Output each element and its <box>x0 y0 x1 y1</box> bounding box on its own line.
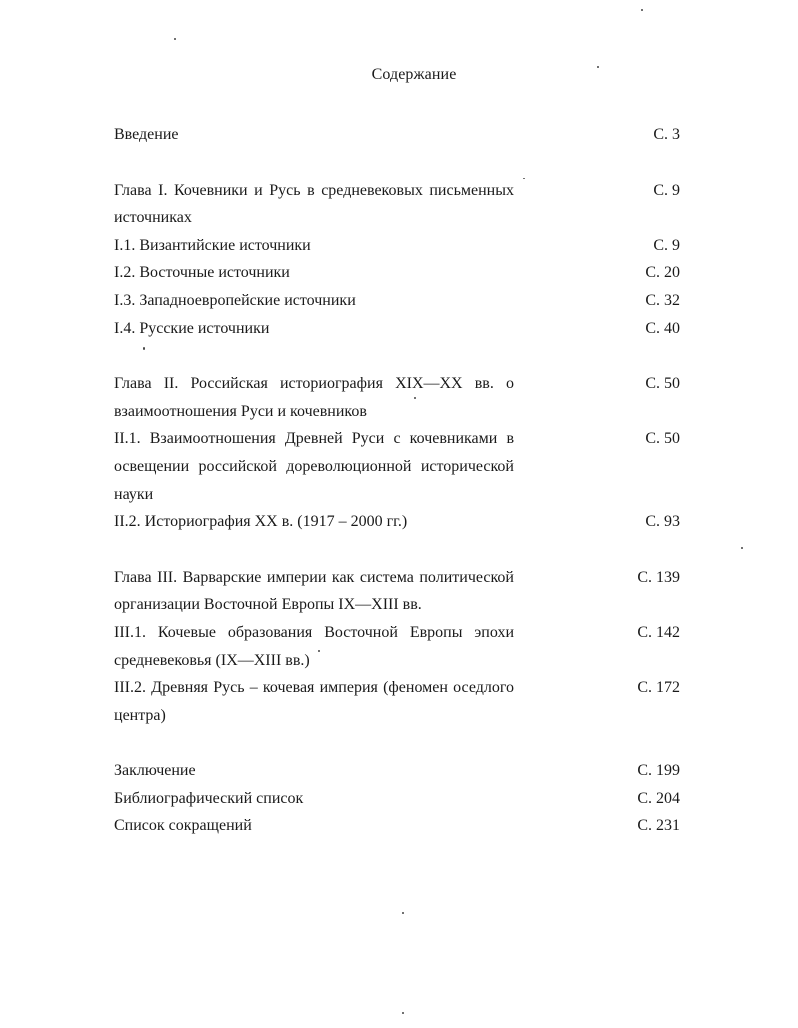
toc-entry-section-1-4 <box>114 315 680 343</box>
toc-entry-introduction <box>114 121 680 149</box>
toc-entry-page: С. 172 <box>637 679 680 697</box>
toc-entry-page: С. 93 <box>645 513 680 531</box>
toc-entry-page: С. 40 <box>645 319 680 337</box>
spacer <box>114 149 680 177</box>
toc-entry-chapter-2 <box>114 370 680 425</box>
toc-entry-section-3-2 <box>114 674 680 729</box>
scan-speck <box>414 397 416 399</box>
scan-speck <box>402 912 404 914</box>
toc-entry-text: III.1. Кочевые образования Восточной Европы эпохи средневековья (IX—XIII вв.) <box>114 623 514 669</box>
toc-entry-section-1-2 <box>114 259 680 287</box>
toc-entry-page: С. 9 <box>653 236 680 254</box>
toc-entry-page: С. 142 <box>637 623 680 641</box>
spacer <box>114 729 680 757</box>
toc-entry-section-3-1 <box>114 619 680 674</box>
scan-speck <box>318 650 320 652</box>
toc-entry-page: С. 199 <box>637 762 680 780</box>
toc-entry-bibliography <box>114 785 680 813</box>
scan-speck <box>641 9 643 11</box>
toc-entry-text: III.2. Древняя Русь – кочевая империя (феномен оседлого центра) <box>114 679 514 724</box>
toc-entry-page: С. 32 <box>645 291 680 309</box>
toc-entry-section-2-1 <box>114 425 680 508</box>
toc-entry-page: С. 231 <box>637 817 680 835</box>
toc-entry-text: Библиографический список <box>114 789 304 807</box>
toc-entry-text: II.1. Взаимоотношения Древней Руси с кочевниками в освещении российской дореволюционной исторической науки <box>114 430 514 503</box>
toc-entry-page: С. 9 <box>653 181 680 199</box>
toc-entry-abbreviations <box>114 812 680 840</box>
page-title: Содержание <box>371 66 457 83</box>
toc-entry-text: Глава I. Кочевники и Русь в средневековых письменных источниках <box>114 181 514 227</box>
toc-entry-page: С. 50 <box>645 430 680 448</box>
toc-entry-page: С. 3 <box>653 126 680 143</box>
toc-entry-text: I.2. Восточные источники <box>114 264 290 282</box>
scan-speck <box>174 38 176 40</box>
toc-entry-text: I.3. Западноевропейские источники <box>114 291 356 309</box>
toc-entry-text: I.4. Русские источники <box>114 319 270 337</box>
toc-entry-page: С. 50 <box>645 375 680 393</box>
toc-entry-chapter-1 <box>114 177 680 232</box>
toc-entry-text: Заключение <box>114 762 196 780</box>
spacer <box>114 342 680 370</box>
toc-entry-page: С. 20 <box>645 264 680 282</box>
toc-entry-text: Введение <box>114 126 179 143</box>
toc-entry-section-1-3 <box>114 287 680 315</box>
toc-entry-chapter-3 <box>114 564 680 619</box>
toc-entry-section-1-1 <box>114 232 680 260</box>
scan-speck <box>523 178 525 179</box>
toc-entry-text: Глава III. Варварские империи как система политической организации Восточной Европы IX—XIII вв. <box>114 568 514 614</box>
scan-speck <box>402 1012 404 1014</box>
toc-entry-text: Глава II. Российская историография XIX—XX вв. о взаимоотношения Руси и кочевников <box>114 375 514 420</box>
toc-entry-text: II.2. Историография XX в. (1917 – 2000 гг.) <box>114 513 408 531</box>
scan-speck <box>597 66 599 68</box>
toc-entry-text: I.1. Византийские источники <box>114 236 311 254</box>
toc-entry-page: С. 204 <box>637 789 680 807</box>
table-of-contents <box>114 121 680 840</box>
toc-entry-section-2-2 <box>114 508 680 536</box>
toc-entry-text: Список сокращений <box>114 817 252 835</box>
toc-entry-page: С. 139 <box>637 568 680 586</box>
spacer <box>114 536 680 564</box>
toc-entry-conclusion <box>114 757 680 785</box>
scan-speck <box>741 547 743 549</box>
scan-speck <box>143 347 145 350</box>
